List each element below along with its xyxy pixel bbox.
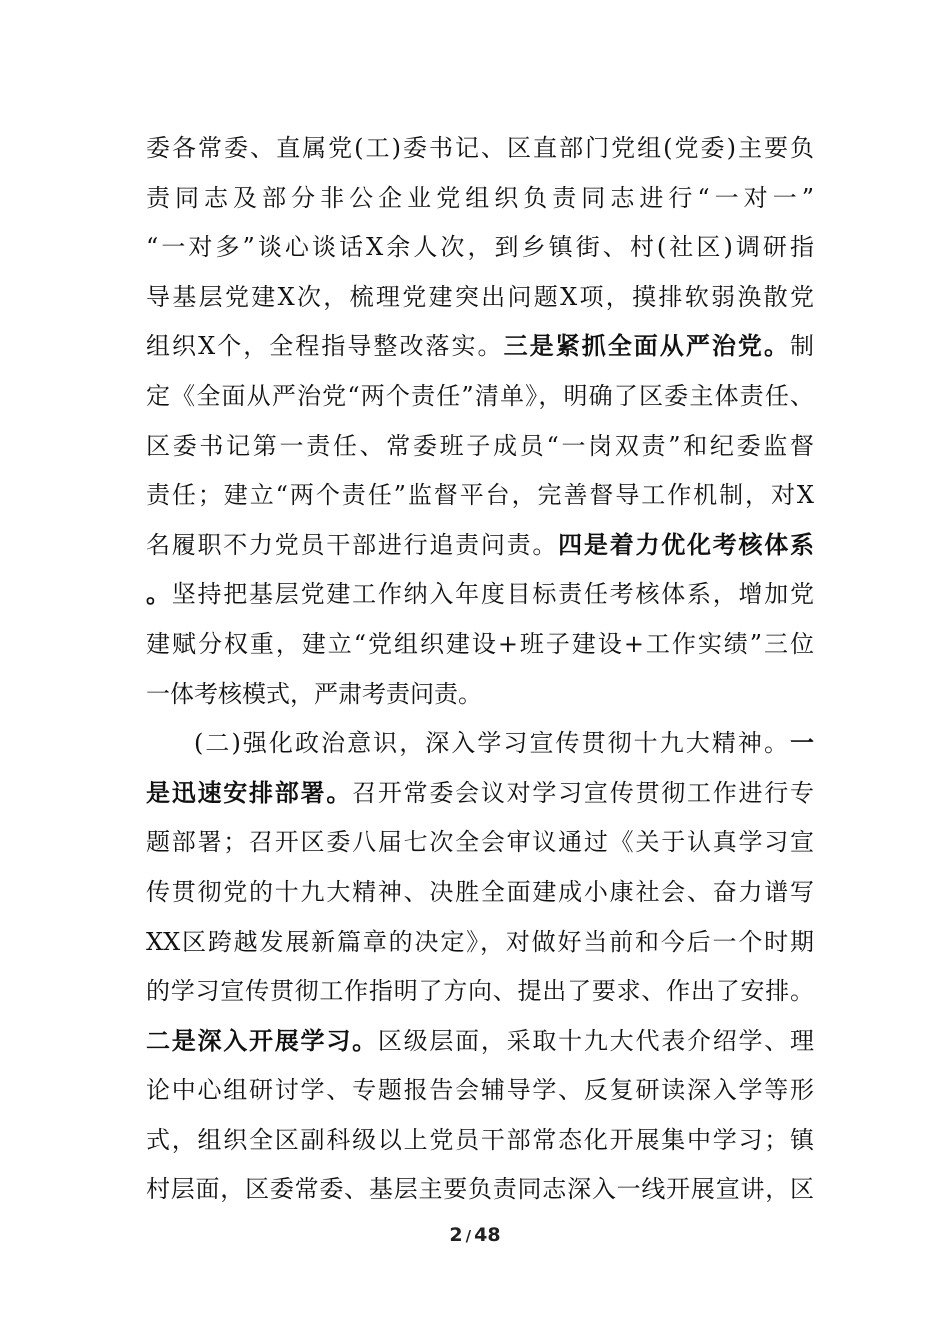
text-run: 组织X个，全程指导整改落实。 bbox=[146, 332, 504, 361]
bold-heading: 是迅速安排部署。 bbox=[146, 778, 353, 807]
text-line bbox=[146, 769, 814, 819]
text-line: 的学习宣传贯彻工作指明了方向、提出了要求、作出了安排。 bbox=[146, 977, 814, 1006]
bold-heading: 。 bbox=[146, 580, 172, 609]
text-line: 委各常委、直属党(工)委书记、区直部门党组(党委)主要负 bbox=[146, 134, 814, 162]
text-run: 坚持把基层党建工作纳入年度目标责任考核体系，增加党 bbox=[171, 580, 814, 609]
total-pages-number: 48 bbox=[474, 1224, 501, 1246]
body-text bbox=[146, 124, 814, 1215]
bold-heading: 三是紧抓全面从严治党。 bbox=[503, 332, 790, 361]
text-line: 建赋分权重，建立“党组织建设+班子建设+工作实绩”三位 bbox=[146, 629, 814, 658]
section-heading: (二)强化政治意识，深入学习宣传贯彻十九大精神。 bbox=[194, 729, 790, 758]
page-number bbox=[0, 1224, 950, 1246]
text-run: 召开常委会议对学习宣传贯彻工作进行专 bbox=[352, 778, 814, 807]
text-line bbox=[146, 521, 814, 571]
bold-heading: 二是深入开展学习。 bbox=[146, 1026, 378, 1055]
text-run: 区级层面，采取十九大代表介绍学、理 bbox=[377, 1026, 814, 1055]
text-line: 传贯彻党的十九大精神、决胜全面建成小康社会、奋力谱写 bbox=[146, 877, 814, 906]
text-line: 式，组织全区副科级以上党员干部常态化开展集中学习；镇 bbox=[146, 1125, 814, 1154]
text-line: XX区跨越发展新篇章的决定》，对做好当前和今后一个时期 bbox=[146, 927, 814, 956]
bold-heading: 一 bbox=[790, 729, 814, 758]
text-line bbox=[146, 322, 814, 372]
current-page-number: 2 bbox=[449, 1224, 463, 1246]
section-heading-line bbox=[146, 719, 814, 769]
text-line: 导基层党建X次，梳理党建突出问题X项，摸排软弱涣散党 bbox=[146, 282, 814, 311]
text-line: 责任；建立“两个责任”监督平台，完善督导工作机制，对X bbox=[146, 481, 814, 510]
text-line bbox=[146, 1017, 814, 1067]
text-line: 责同志及部分非公企业党组织负责同志进行“一对一” bbox=[146, 183, 814, 212]
text-line: “一对多”谈心谈话X余人次，到乡镇街、村(社区)调研指 bbox=[146, 233, 814, 262]
text-line: 论中心组研讨学、专题报告会辅导学、反复研读深入学等形 bbox=[146, 1076, 814, 1105]
text-run: 制 bbox=[790, 332, 814, 361]
text-line: 一体考核模式，严肃考责问责。 bbox=[146, 679, 482, 708]
page-separator: / bbox=[465, 1227, 472, 1245]
text-line: 题部署；召开区委八届七次全会审议通过《关于认真学习宣 bbox=[146, 828, 814, 857]
text-line: 定《全面从严治党“两个责任”清单》，明确了区委主体责任、 bbox=[146, 381, 814, 410]
text-line: 区委书记第一责任、常委班子成员“一岗双责”和纪委监督 bbox=[146, 431, 814, 460]
bold-heading: 四是着力优化考核体系 bbox=[558, 530, 814, 559]
text-line bbox=[146, 570, 814, 620]
text-line: 村层面，区委常委、基层主要负责同志深入一线开展宣讲，区 bbox=[146, 1175, 814, 1204]
text-run: 名履职不力党员干部进行追责问责。 bbox=[146, 530, 559, 559]
